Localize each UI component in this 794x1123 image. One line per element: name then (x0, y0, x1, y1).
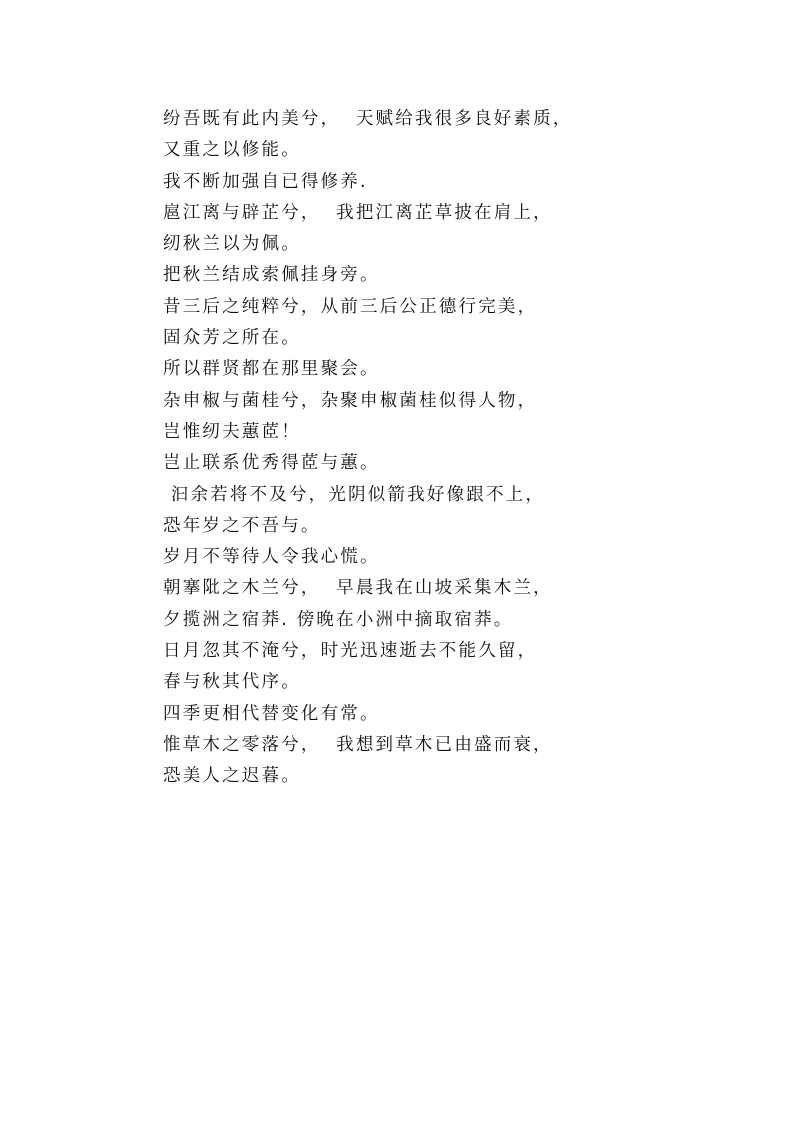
text-line: 恐年岁之不吾与。 (163, 515, 321, 536)
text-line: 四季更相代替变化有常。 (163, 703, 380, 724)
text-line: 日月忽其不淹兮，时光迅速逝去不能久留， (163, 641, 538, 662)
text-line: 所以群贤都在那里聚会。 (163, 359, 380, 380)
text-line: 汩余若将不及兮，光阴似箭我好像跟不上， (163, 484, 546, 505)
text-line: 朝搴阰之木兰兮， 早晨我在山坡采集木兰， (163, 578, 553, 599)
poem-text-block (163, 104, 763, 793)
text-line: 扈江离与辟芷兮， 我把江离芷草披在肩上， (163, 202, 553, 223)
text-line: 又重之以修能。 (163, 140, 301, 161)
text-line: 杂申椒与菌桂兮，杂聚申椒菌桂似得人物， (163, 390, 538, 411)
text-line: 岂惟纫夫蕙茝！ (163, 421, 301, 442)
text-line: 固众芳之所在。 (163, 328, 301, 349)
text-line: 夕揽洲之宿莽. 傍晚在小洲中摘取宿莽。 (163, 609, 514, 630)
text-line: 纷吾既有此内美兮， 天赋给我很多良好素质， (163, 109, 573, 129)
text-line: 春与秋其代序。 (163, 672, 301, 693)
text-line: 纫秋兰以为佩。 (163, 234, 301, 255)
text-line: 惟草木之零落兮， 我想到草木已由盛而衰， (163, 734, 553, 755)
text-line: 把秋兰结成索佩挂身旁。 (163, 265, 380, 286)
text-line: 昔三后之纯粹兮，从前三后公正德行完美， (163, 296, 538, 317)
text-line: 恐美人之迟暮。 (163, 766, 301, 787)
text-line: 岁月不等待人令我心慌。 (163, 547, 380, 568)
text-line: 我不断加强自已得修养. (163, 171, 368, 192)
text-line: 岂止联系优秀得茝与蕙。 (163, 453, 380, 474)
